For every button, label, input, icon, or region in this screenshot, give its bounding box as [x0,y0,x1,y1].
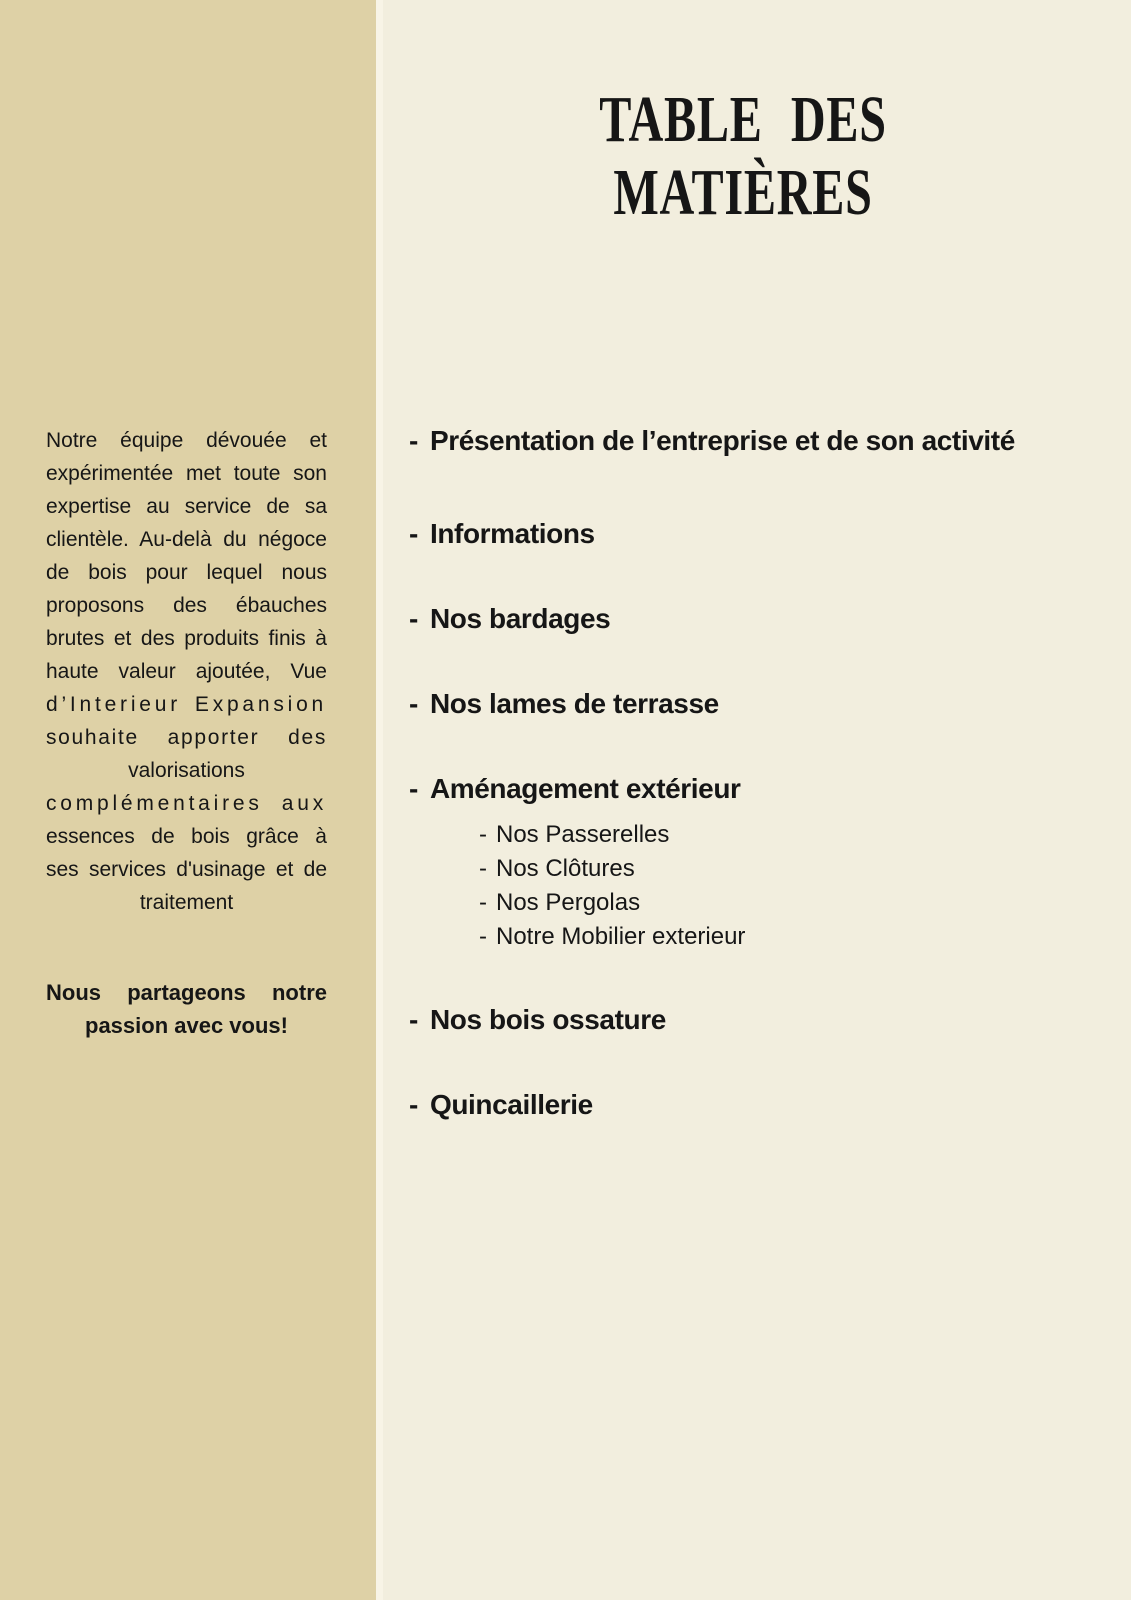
about-line: expérimentée met toute son [46,462,327,485]
dash-bullet: - [479,855,487,882]
tagline-line: passion avec vous! [85,1013,288,1038]
dash-bullet: - [409,603,418,634]
toc-subentry-label: Nos Clôtures [496,855,635,882]
dash-bullet: - [409,773,418,804]
about-line: proposons des ébauches [46,594,327,617]
toc-subentry-label: Nos Passerelles [496,821,670,848]
toc-entry-label: Informations [429,518,595,549]
about-line: de bois pour lequel nous [46,561,327,584]
dash-bullet: - [409,688,418,719]
about-line: Notre équipe dévouée et [46,429,327,452]
toc-entry-label: Nos bois ossature [429,1004,666,1035]
toc-subentry [479,886,1111,920]
about-line: complémentaires aux [46,792,327,815]
page-title: TABLE DES MATIÈRES [599,83,887,229]
toc-subentry-label: Nos Pergolas [496,889,641,916]
about-line: d’Interieur Expansion [46,693,327,716]
toc-entry [409,1086,1111,1124]
about-line: haute valeur ajoutée, Vue [46,660,327,683]
toc-item [409,422,1111,460]
toc-item [409,1001,1111,1039]
about-line: clientèle. Au-delà du négoce [46,528,327,551]
about-line: traitement [139,891,234,914]
toc-subentry [479,920,1111,954]
toc-item [409,1086,1111,1124]
dash-bullet: - [409,1004,418,1035]
toc-entry [409,600,1111,638]
toc-subentry [479,852,1111,886]
about-line: essences de bois grâce à [46,825,327,848]
sidebar [0,0,376,1600]
toc-entry [409,770,1111,808]
toc-entry-label: Aménagement extérieur [429,773,741,804]
about-paragraph [46,424,327,919]
toc-entry-label: Nos lames de terrasse [429,688,719,719]
toc-item [409,515,1111,553]
about-line: souhaite apporter des [46,726,327,749]
toc-subentry [479,818,1111,852]
toc-entry [409,422,1111,460]
about-line: ses services d'usinage et de [46,858,327,881]
dash-bullet: - [409,1089,418,1120]
table-of-contents [409,422,1111,1124]
toc-section [383,0,1131,1600]
toc-item [409,770,1111,954]
dash-bullet: - [409,425,418,456]
dash-bullet: - [479,923,487,950]
toc-entry-label: Présentation de l’entreprise et de son activité [429,425,1015,456]
toc-entry [409,1001,1111,1039]
toc-item [409,600,1111,638]
about-line: brutes et des produits finis à [46,627,327,650]
dash-bullet: - [409,518,418,549]
column-divider [376,0,383,1600]
dash-bullet: - [479,889,487,916]
tagline-line: Nous partageons notre [46,980,327,1005]
dash-bullet: - [479,821,487,848]
about-line: valorisations [128,759,245,782]
toc-entry [409,685,1111,723]
toc-sublist [479,818,1111,954]
tagline [46,976,327,1042]
toc-item [409,685,1111,723]
toc-entry-label: Quincaillerie [429,1089,593,1120]
toc-subentry-label: Notre Mobilier exterieur [496,923,746,950]
about-line: expertise au service de sa [46,495,327,518]
toc-entry [409,515,1111,553]
toc-entry-label: Nos bardages [429,603,611,634]
